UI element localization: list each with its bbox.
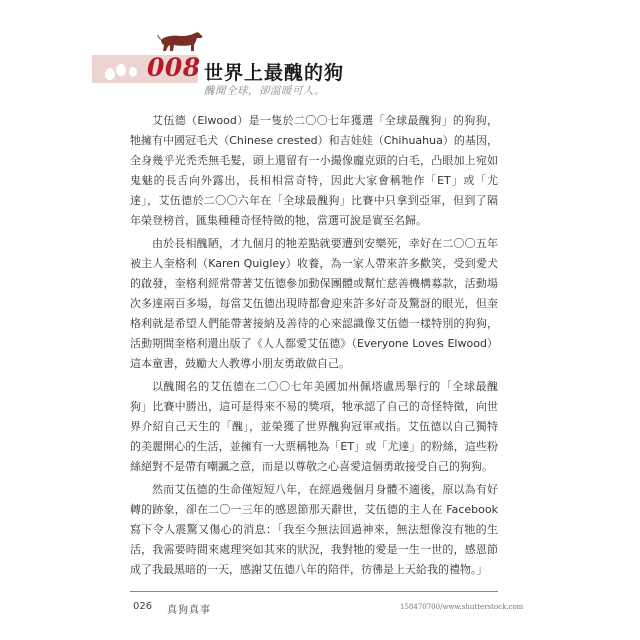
chapter-title: 世界上最醜的狗 — [204, 62, 345, 84]
outer-margin-left — [0, 0, 92, 640]
chapter-number: 008 — [147, 53, 201, 82]
paragraph: 以醜聞名的艾伍德在二〇〇七年美國加州佩塔盧馬舉行的「全球最醜狗」比賽中勝出，這可是得來不易的獎項，牠承認了自己的奇怪特徵，向世界介紹自己天生的「醜」，並榮獲了世界醜狗冠軍戒指。艾伍德以自己獨特的美麗開心的生活，並擁有一大票稱牠為「ET」或「尤達」的粉絲，這些粉絲絕對不是帶有嘲諷之意，而是以尊敬之心喜愛這個勇敢接受自己的狗狗。 — [130, 380, 498, 473]
page-number: 026 — [133, 601, 153, 612]
article-body — [130, 111, 498, 583]
paragraph: 由於長相醜陋，才九個月的牠差點就要遭到安樂死，幸好在二〇〇五年被主人奎格利（Karen Quigley）收養，為一家人帶來許多歡笑，受到愛犬的啟發，奎格利經常帶著艾伍德參加動保團體或幫忙慈善機構募款，活動場次多達兩百多場，每當艾伍德出現時都會迎來許多好奇及驚訝的眼光，但奎格利就是希望人們能帶著接納及善待的心來認識像艾伍德一樣特別的狗狗，活動期間奎格利還出版了《人人都愛艾伍德》（Everyone Loves Elwood）這本童書，鼓勵大人教導小朋友勇敢做自己。 — [130, 237, 498, 370]
chapter-subtitle: 醜聞全球，卻溫暖可人。 — [204, 85, 325, 97]
dog-silhouette-icon — [157, 30, 205, 52]
paragraph: 然而艾伍德的生命僅短短八年，在經過幾個月身體不適後，原以為有好轉的跡象，卻在二〇一三年的感恩節那天辭世，艾伍德的主人在 Facebook 寫下令人震驚又傷心的消息：「我至今無法回過神來，無法想像沒有牠的生活，我需要時間來處理突如其來的狀況，我對牠的愛是一生一世的，感恩節成了我最黑暗的一天，感謝艾伍德八年的陪伴，彷彿是上天給我的禮物。」 — [130, 483, 498, 576]
paragraph: 艾伍德（Elwood）是一隻於二〇〇七年獲選「全球最醜狗」的狗狗，牠擁有中國冠毛犬（Chinese crested）和吉娃娃（Chihuahua）的基因，全身幾乎光禿禿無毛髮，頭上還留有一小撮像龐克頭的白毛，凸眼加上宛如鬼魅的長舌向外露出，長相相當奇特，因此大家會稱牠作「ET」或「尤達」，艾伍德於二〇〇六年在「全球最醜狗」比賽中只拿到亞軍，但到了隔年榮登榜首，匯集種種奇怪特徵的牠，當選可說是實至名歸。 — [130, 114, 498, 227]
running-book-title: 真狗真事 — [167, 605, 211, 616]
footer-divider — [130, 591, 498, 592]
outer-margin-right — [548, 0, 640, 640]
photo-credit: 158470700/www.shutterstock.com — [400, 603, 524, 611]
paw-prints-icon — [102, 59, 142, 81]
